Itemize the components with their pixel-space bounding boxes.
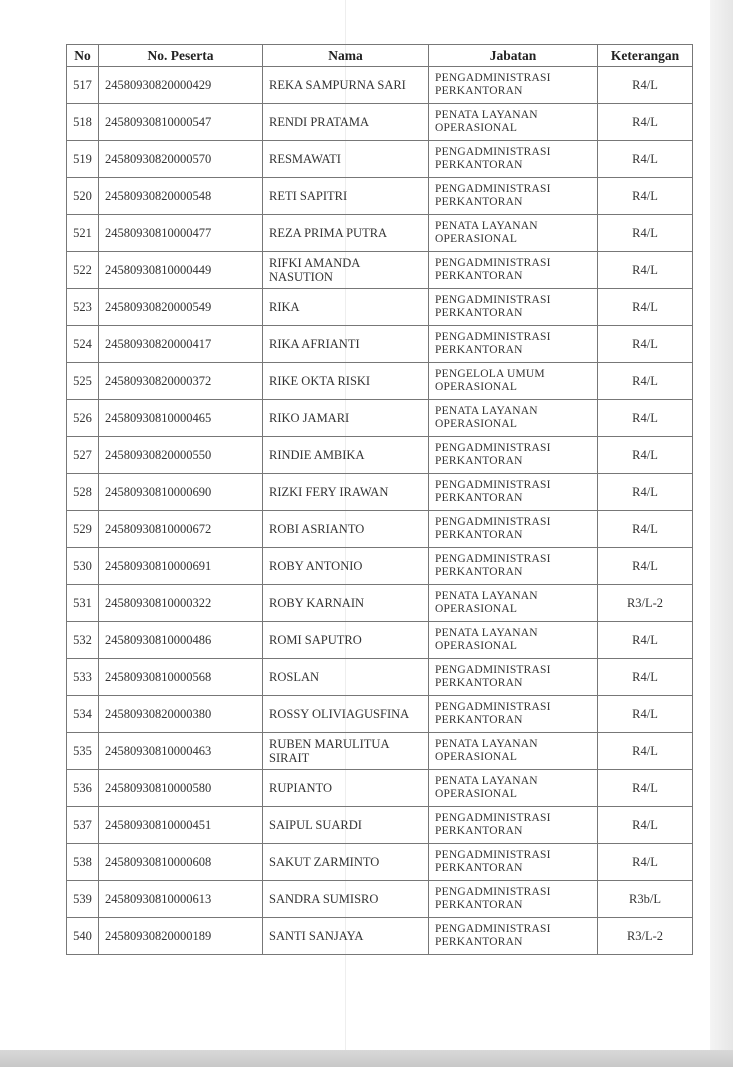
cell-jabatan: PENGADMINISTRASI PERKANTORAN (429, 289, 598, 326)
cell-jabatan: PENGADMINISTRASI PERKANTORAN (429, 807, 598, 844)
cell-keterangan: R4/L (598, 844, 693, 881)
cell-jabatan: PENATA LAYANAN OPERASIONAL (429, 733, 598, 770)
cell-no-peserta: 24580930810000580 (99, 770, 263, 807)
cell-nama: RUPIANTO (263, 770, 429, 807)
header-no: No (67, 45, 99, 67)
cell-no: 538 (67, 844, 99, 881)
cell-jabatan: PENATA LAYANAN OPERASIONAL (429, 585, 598, 622)
table-row (67, 881, 693, 918)
table-header-row (67, 45, 693, 67)
table-row (67, 918, 693, 955)
cell-no: 534 (67, 696, 99, 733)
cell-no: 522 (67, 252, 99, 289)
cell-keterangan: R4/L (598, 178, 693, 215)
cell-no-peserta: 24580930810000463 (99, 733, 263, 770)
cell-no: 523 (67, 289, 99, 326)
table-row (67, 622, 693, 659)
table-row (67, 474, 693, 511)
cell-no-peserta: 24580930810000690 (99, 474, 263, 511)
cell-no: 519 (67, 141, 99, 178)
cell-no: 535 (67, 733, 99, 770)
cell-jabatan: PENGADMINISTRASI PERKANTORAN (429, 437, 598, 474)
cell-jabatan: PENGADMINISTRASI PERKANTORAN (429, 474, 598, 511)
cell-no-peserta: 24580930810000465 (99, 400, 263, 437)
table-row (67, 104, 693, 141)
cell-nama: REKA SAMPURNA SARI (263, 67, 429, 104)
participant-table (66, 44, 693, 955)
table-row (67, 733, 693, 770)
cell-nama: ROMI SAPUTRO (263, 622, 429, 659)
table-row (67, 400, 693, 437)
cell-no-peserta: 24580930810000477 (99, 215, 263, 252)
cell-nama: RINDIE AMBIKA (263, 437, 429, 474)
cell-nama: REZA PRIMA PUTRA (263, 215, 429, 252)
table-row (67, 844, 693, 881)
cell-keterangan: R4/L (598, 326, 693, 363)
viewer-right-edge (710, 0, 733, 1067)
cell-keterangan: R4/L (598, 511, 693, 548)
cell-no: 521 (67, 215, 99, 252)
table-row (67, 141, 693, 178)
cell-jabatan: PENGADMINISTRASI PERKANTORAN (429, 252, 598, 289)
cell-keterangan: R4/L (598, 437, 693, 474)
cell-no-peserta: 24580930810000547 (99, 104, 263, 141)
cell-jabatan: PENATA LAYANAN OPERASIONAL (429, 104, 598, 141)
cell-nama: SANTI SANJAYA (263, 918, 429, 955)
cell-nama: RIZKI FERY IRAWAN (263, 474, 429, 511)
cell-nama: SAKUT ZARMINTO (263, 844, 429, 881)
table-row (67, 548, 693, 585)
cell-jabatan: PENGADMINISTRASI PERKANTORAN (429, 881, 598, 918)
cell-jabatan: PENGADMINISTRASI PERKANTORAN (429, 178, 598, 215)
cell-nama: ROSSY OLIVIAGUSFINA (263, 696, 429, 733)
cell-no: 537 (67, 807, 99, 844)
cell-no: 527 (67, 437, 99, 474)
viewer-bottom-bar (0, 1050, 733, 1067)
header-keterangan: Keterangan (598, 45, 693, 67)
cell-keterangan: R4/L (598, 141, 693, 178)
cell-no: 531 (67, 585, 99, 622)
cell-no: 533 (67, 659, 99, 696)
cell-no-peserta: 24580930810000322 (99, 585, 263, 622)
cell-keterangan: R4/L (598, 474, 693, 511)
cell-no-peserta: 24580930820000417 (99, 326, 263, 363)
table-row (67, 178, 693, 215)
table-row (67, 659, 693, 696)
cell-nama: RIKE OKTA RISKI (263, 363, 429, 400)
cell-keterangan: R4/L (598, 548, 693, 585)
cell-jabatan: PENGADMINISTRASI PERKANTORAN (429, 326, 598, 363)
table-row (67, 215, 693, 252)
cell-no-peserta: 24580930810000608 (99, 844, 263, 881)
cell-no-peserta: 24580930820000548 (99, 178, 263, 215)
cell-jabatan: PENGADMINISTRASI PERKANTORAN (429, 511, 598, 548)
cell-keterangan: R4/L (598, 215, 693, 252)
cell-no-peserta: 24580930820000429 (99, 67, 263, 104)
cell-nama: RIKA (263, 289, 429, 326)
cell-no: 517 (67, 67, 99, 104)
cell-keterangan: R4/L (598, 733, 693, 770)
cell-keterangan: R4/L (598, 622, 693, 659)
cell-no-peserta: 24580930820000380 (99, 696, 263, 733)
cell-no-peserta: 24580930810000691 (99, 548, 263, 585)
cell-no-peserta: 24580930810000449 (99, 252, 263, 289)
table-row (67, 326, 693, 363)
header-nama: Nama (263, 45, 429, 67)
cell-nama: RIKO JAMARI (263, 400, 429, 437)
cell-no-peserta: 24580930810000672 (99, 511, 263, 548)
cell-no: 520 (67, 178, 99, 215)
cell-no: 536 (67, 770, 99, 807)
cell-keterangan: R4/L (598, 400, 693, 437)
cell-no-peserta: 24580930820000570 (99, 141, 263, 178)
table-row (67, 807, 693, 844)
cell-jabatan: PENGADMINISTRASI PERKANTORAN (429, 67, 598, 104)
cell-no: 528 (67, 474, 99, 511)
cell-jabatan: PENGADMINISTRASI PERKANTORAN (429, 918, 598, 955)
table-row (67, 437, 693, 474)
cell-no-peserta: 24580930820000372 (99, 363, 263, 400)
cell-nama: ROBY ANTONIO (263, 548, 429, 585)
cell-no-peserta: 24580930820000549 (99, 289, 263, 326)
table-row (67, 511, 693, 548)
table-row (67, 696, 693, 733)
table-row (67, 252, 693, 289)
table-row (67, 289, 693, 326)
cell-nama: SANDRA SUMISRO (263, 881, 429, 918)
cell-keterangan: R4/L (598, 659, 693, 696)
cell-no: 525 (67, 363, 99, 400)
cell-keterangan: R4/L (598, 770, 693, 807)
cell-jabatan: PENATA LAYANAN OPERASIONAL (429, 215, 598, 252)
cell-no-peserta: 24580930820000189 (99, 918, 263, 955)
cell-keterangan: R3b/L (598, 881, 693, 918)
cell-keterangan: R4/L (598, 252, 693, 289)
cell-no: 524 (67, 326, 99, 363)
cell-jabatan: PENGADMINISTRASI PERKANTORAN (429, 659, 598, 696)
cell-jabatan: PENGADMINISTRASI PERKANTORAN (429, 696, 598, 733)
cell-keterangan: R3/L-2 (598, 585, 693, 622)
cell-keterangan: R4/L (598, 363, 693, 400)
cell-no-peserta: 24580930810000613 (99, 881, 263, 918)
cell-nama: SAIPUL SUARDI (263, 807, 429, 844)
cell-nama: ROBI ASRIANTO (263, 511, 429, 548)
table-row (67, 770, 693, 807)
cell-jabatan: PENGADMINISTRASI PERKANTORAN (429, 844, 598, 881)
cell-no: 532 (67, 622, 99, 659)
cell-no-peserta: 24580930820000550 (99, 437, 263, 474)
table-row (67, 67, 693, 104)
cell-keterangan: R4/L (598, 696, 693, 733)
cell-jabatan: PENGELOLA UMUM OPERASIONAL (429, 363, 598, 400)
cell-jabatan: PENGADMINISTRASI PERKANTORAN (429, 141, 598, 178)
cell-no-peserta: 24580930810000451 (99, 807, 263, 844)
cell-jabatan: PENATA LAYANAN OPERASIONAL (429, 622, 598, 659)
cell-no: 530 (67, 548, 99, 585)
cell-nama: RIKA AFRIANTI (263, 326, 429, 363)
cell-no: 518 (67, 104, 99, 141)
cell-no: 539 (67, 881, 99, 918)
cell-nama: RENDI PRATAMA (263, 104, 429, 141)
cell-nama: ROSLAN (263, 659, 429, 696)
cell-no: 529 (67, 511, 99, 548)
cell-jabatan: PENATA LAYANAN OPERASIONAL (429, 400, 598, 437)
cell-no: 526 (67, 400, 99, 437)
cell-jabatan: PENATA LAYANAN OPERASIONAL (429, 770, 598, 807)
header-jabatan: Jabatan (429, 45, 598, 67)
cell-no: 540 (67, 918, 99, 955)
cell-keterangan: R4/L (598, 67, 693, 104)
cell-nama: RUBEN MARULITUA SIRAIT (263, 733, 429, 770)
cell-nama: RIFKI AMANDA NASUTION (263, 252, 429, 289)
cell-jabatan: PENGADMINISTRASI PERKANTORAN (429, 548, 598, 585)
cell-keterangan: R3/L-2 (598, 918, 693, 955)
cell-nama: ROBY KARNAIN (263, 585, 429, 622)
header-no-peserta: No. Peserta (99, 45, 263, 67)
table-row (67, 363, 693, 400)
cell-keterangan: R4/L (598, 289, 693, 326)
cell-no-peserta: 24580930810000568 (99, 659, 263, 696)
table-row (67, 585, 693, 622)
cell-nama: RESMAWATI (263, 141, 429, 178)
cell-keterangan: R4/L (598, 104, 693, 141)
cell-no-peserta: 24580930810000486 (99, 622, 263, 659)
cell-nama: RETI SAPITRI (263, 178, 429, 215)
cell-keterangan: R4/L (598, 807, 693, 844)
